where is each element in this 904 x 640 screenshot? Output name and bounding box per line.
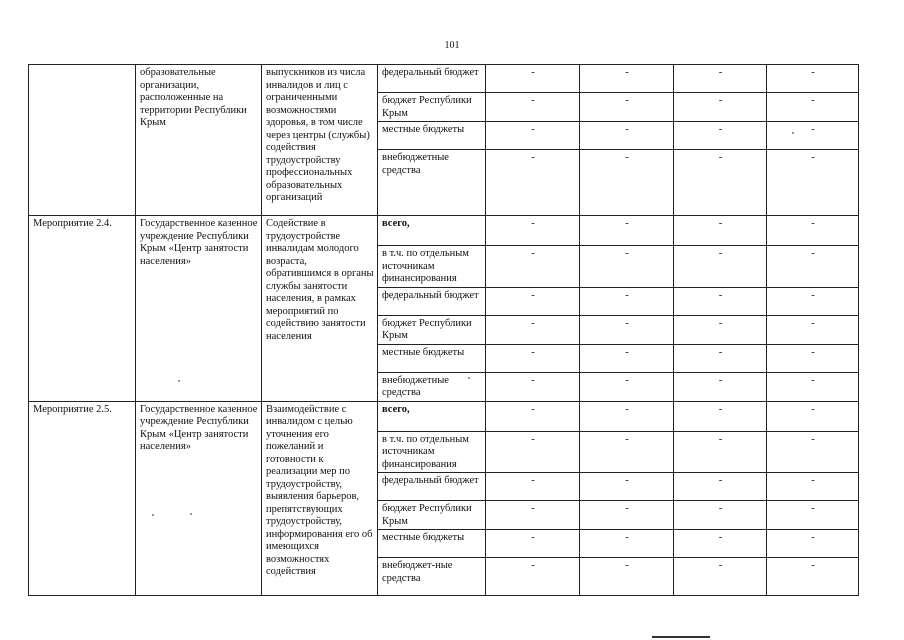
value-cell: -	[486, 530, 580, 558]
value-cell: -	[674, 473, 767, 501]
scan-speck	[468, 377, 470, 379]
value-cell: -	[580, 122, 674, 150]
value-cell: -	[674, 558, 767, 596]
value-cell: -	[674, 122, 767, 150]
executor-cell: образовательные организации, расположенные на территории Республики Крым	[136, 65, 262, 216]
scan-speck	[178, 380, 180, 382]
value-cell: -	[486, 372, 580, 401]
value-cell: -	[674, 216, 767, 246]
scan-speck	[190, 513, 192, 515]
value-cell: -	[486, 246, 580, 288]
value-cell: -	[674, 65, 767, 93]
value-cell: -	[580, 473, 674, 501]
value-cell: -	[767, 473, 859, 501]
table-row	[29, 216, 859, 246]
value-cell: -	[580, 401, 674, 431]
value-cell: -	[767, 216, 859, 246]
measure-cell	[29, 65, 136, 216]
value-cell: -	[767, 431, 859, 473]
value-cell: -	[486, 216, 580, 246]
value-cell: -	[486, 558, 580, 596]
value-cell: -	[486, 473, 580, 501]
value-cell: -	[486, 501, 580, 530]
scan-edge-line	[652, 636, 710, 638]
value-cell: -	[767, 530, 859, 558]
value-cell: -	[486, 122, 580, 150]
content-cell: выпускников из числа инвалидов и лиц с ограниченными возможностями здоровья, в том числе через центры (службы) содействия трудоустройству профессиональных образовательных организаций	[262, 65, 378, 216]
value-cell: -	[674, 150, 767, 216]
value-cell: -	[580, 372, 674, 401]
value-cell: -	[580, 558, 674, 596]
value-cell: -	[767, 344, 859, 372]
funding-source-cell: федеральный бюджет	[378, 287, 486, 315]
value-cell: -	[580, 530, 674, 558]
value-cell: -	[580, 315, 674, 344]
funding-source-cell: бюджет Республики Крым	[378, 93, 486, 122]
funding-source-cell: федеральный бюджет	[378, 65, 486, 93]
funding-source-cell: всего,	[378, 401, 486, 431]
scan-speck	[792, 132, 794, 134]
value-cell: -	[580, 246, 674, 288]
value-cell: -	[767, 65, 859, 93]
funding-source-cell: внебюджет-ные средства	[378, 558, 486, 596]
funding-source-cell: в т.ч. по отдельным источникам финансирования	[378, 246, 486, 288]
value-cell: -	[580, 287, 674, 315]
value-cell: -	[674, 287, 767, 315]
value-cell: -	[580, 93, 674, 122]
value-cell: -	[486, 287, 580, 315]
funding-source-cell: внебюджетные средства	[378, 372, 486, 401]
value-cell: -	[486, 315, 580, 344]
value-cell: -	[486, 431, 580, 473]
value-cell: -	[767, 315, 859, 344]
funding-source-cell: местные бюджеты	[378, 122, 486, 150]
value-cell: -	[580, 344, 674, 372]
value-cell: -	[674, 501, 767, 530]
value-cell: -	[674, 431, 767, 473]
measure-cell: Мероприятие 2.5.	[29, 401, 136, 596]
value-cell: -	[767, 122, 859, 150]
funding-source-cell: местные бюджеты	[378, 530, 486, 558]
value-cell: -	[580, 501, 674, 530]
content-cell: Содействие в трудоустройстве инвалидам молодого возраста, обратившимся в органы службы занятости населения, в рамках мероприятий по содействию занятости населения	[262, 216, 378, 402]
value-cell: -	[486, 93, 580, 122]
funding-source-cell: бюджет Республики Крым	[378, 501, 486, 530]
measure-cell: Мероприятие 2.4.	[29, 216, 136, 402]
value-cell: -	[767, 558, 859, 596]
funding-source-cell: всего,	[378, 216, 486, 246]
content-cell: Взаимодействие с инвалидом с целью уточнения его пожеланий и готовности к реализации мер по трудоустройству, выявления барьеров, препятствующих трудоустройству, информирования его об имеющихся возможностях содействия	[262, 401, 378, 596]
value-cell: -	[767, 93, 859, 122]
value-cell: -	[486, 344, 580, 372]
value-cell: -	[580, 216, 674, 246]
page-number: 101	[444, 40, 460, 51]
value-cell: -	[580, 431, 674, 473]
value-cell: -	[580, 65, 674, 93]
funding-source-cell: в т.ч. по отдельным источникам финансирования	[378, 431, 486, 473]
value-cell: -	[674, 93, 767, 122]
value-cell: -	[767, 372, 859, 401]
value-cell: -	[486, 150, 580, 216]
value-cell: -	[767, 501, 859, 530]
value-cell: -	[486, 65, 580, 93]
value-cell: -	[767, 246, 859, 288]
funding-source-cell: местные бюджеты	[378, 344, 486, 372]
funding-source-cell: федеральный бюджет	[378, 473, 486, 501]
executor-cell: Государственное казенное учреждение Республики Крым «Центр занятости населения»	[136, 216, 262, 402]
value-cell: -	[767, 287, 859, 315]
value-cell: -	[674, 315, 767, 344]
value-cell: -	[674, 344, 767, 372]
value-cell: -	[674, 246, 767, 288]
scan-speck	[152, 514, 154, 516]
value-cell: -	[767, 150, 859, 216]
value-cell: -	[674, 530, 767, 558]
value-cell: -	[674, 401, 767, 431]
executor-cell: Государственное казенное учреждение Республики Крым «Центр занятости населения»	[136, 401, 262, 596]
funding-source-cell: бюджет Республики Крым	[378, 315, 486, 344]
value-cell: -	[767, 401, 859, 431]
value-cell: -	[674, 372, 767, 401]
value-cell: -	[580, 150, 674, 216]
budget-table	[28, 64, 859, 596]
value-cell: -	[486, 401, 580, 431]
table-row	[29, 401, 859, 431]
funding-source-cell: внебюджетные средства	[378, 150, 486, 216]
table-row	[29, 65, 859, 93]
